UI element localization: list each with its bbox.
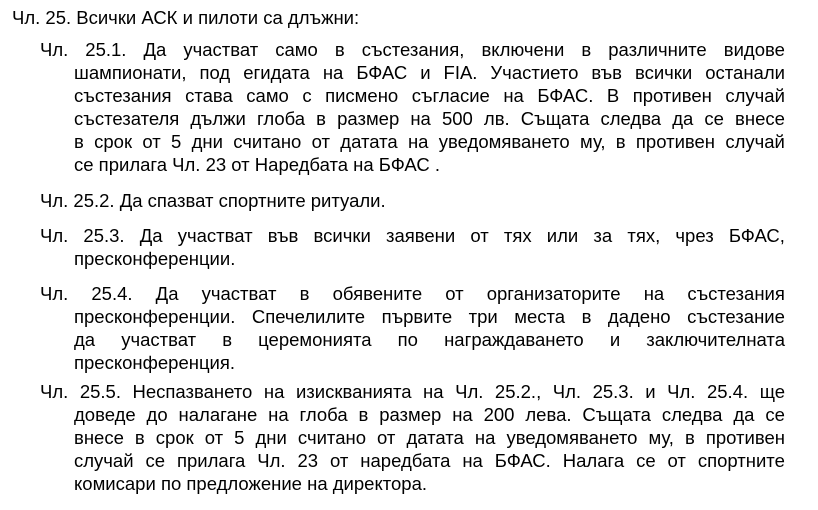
word: всички bbox=[313, 225, 371, 246]
word: да bbox=[733, 404, 755, 425]
word: за bbox=[593, 225, 613, 246]
word: участват bbox=[201, 283, 277, 304]
word: се bbox=[636, 450, 656, 471]
word: дадено bbox=[607, 306, 671, 327]
word: на bbox=[452, 404, 473, 425]
word: в bbox=[74, 131, 84, 152]
word: от bbox=[330, 450, 349, 471]
word: му, bbox=[580, 131, 606, 152]
word: се bbox=[145, 450, 166, 471]
word: случай bbox=[725, 131, 785, 152]
word: наредбата bbox=[360, 450, 451, 471]
word: в bbox=[684, 427, 695, 448]
word: тях, bbox=[627, 225, 661, 246]
article-line: пресконференция. bbox=[74, 352, 236, 373]
word: Участието bbox=[490, 62, 579, 83]
article-25-4 bbox=[40, 282, 785, 374]
word: 500 bbox=[441, 108, 473, 129]
word: се bbox=[704, 108, 724, 129]
word: става bbox=[185, 85, 233, 106]
word: състезания, bbox=[361, 39, 465, 60]
word: доведе bbox=[74, 404, 136, 425]
word: противен bbox=[632, 85, 712, 106]
word: в bbox=[316, 108, 326, 129]
word: до bbox=[146, 404, 168, 425]
word: в bbox=[334, 39, 345, 60]
word: Чл. bbox=[552, 381, 582, 402]
word: само bbox=[246, 85, 289, 106]
word: размер bbox=[379, 404, 442, 425]
word: уведомяването bbox=[438, 131, 570, 152]
word: налагане bbox=[178, 404, 258, 425]
word: Същата bbox=[520, 108, 590, 129]
word: от bbox=[667, 450, 686, 471]
word: видове bbox=[723, 39, 785, 60]
word: на bbox=[322, 62, 344, 83]
word: Спечелилите bbox=[251, 306, 366, 327]
word: FIA. bbox=[443, 62, 478, 83]
word: във bbox=[591, 62, 622, 83]
word: случай bbox=[74, 450, 134, 471]
word: 25.4. bbox=[91, 283, 133, 304]
article-line bbox=[40, 38, 785, 61]
word: на bbox=[263, 381, 285, 402]
word: от bbox=[311, 131, 330, 152]
article-line bbox=[40, 449, 785, 472]
word: места bbox=[514, 306, 566, 327]
word: в bbox=[299, 283, 310, 304]
word: участват bbox=[177, 225, 253, 246]
word: и bbox=[420, 62, 431, 83]
word: Налага bbox=[562, 450, 625, 471]
word: уведомяването bbox=[506, 427, 638, 448]
word: се bbox=[765, 404, 785, 425]
word: ще bbox=[759, 381, 785, 402]
word: датата bbox=[406, 427, 464, 448]
article-line bbox=[40, 61, 785, 84]
word: от bbox=[142, 131, 161, 152]
word: Неспазването bbox=[132, 381, 253, 402]
word: внесе bbox=[74, 427, 124, 448]
word: състезание bbox=[687, 306, 785, 327]
word: обявените bbox=[332, 283, 423, 304]
word: Чл. bbox=[40, 225, 69, 246]
word: в bbox=[615, 131, 626, 152]
word: следва bbox=[600, 108, 662, 129]
word: спортните bbox=[697, 450, 785, 471]
article-25-3 bbox=[40, 224, 785, 270]
word: срок bbox=[94, 131, 133, 152]
article-line bbox=[40, 403, 785, 426]
article-25-5 bbox=[40, 380, 785, 495]
word: БФАС bbox=[356, 62, 408, 83]
article-25-2 bbox=[40, 189, 785, 212]
word: организаторите bbox=[486, 283, 621, 304]
word: на bbox=[407, 131, 429, 152]
word: по bbox=[397, 329, 418, 350]
word: Същата bbox=[582, 404, 651, 425]
word: от bbox=[445, 283, 464, 304]
word: тях bbox=[503, 225, 532, 246]
word: му, bbox=[648, 427, 674, 448]
word: или bbox=[546, 225, 579, 246]
word: 25.5. bbox=[79, 381, 121, 402]
word: дни bbox=[255, 427, 287, 448]
word: всички bbox=[634, 62, 693, 83]
word: заключителната bbox=[646, 329, 785, 350]
word: първите bbox=[381, 306, 453, 327]
word: внесе bbox=[735, 108, 785, 129]
word: на bbox=[268, 404, 289, 425]
article-line bbox=[40, 107, 785, 130]
word: състезания bbox=[74, 85, 172, 106]
word: БФАС. bbox=[537, 85, 594, 106]
word: глоба bbox=[256, 108, 306, 129]
word: награждаването bbox=[444, 329, 584, 350]
article-line: комисари по предложение на директора. bbox=[74, 473, 428, 494]
article-25-heading: Чл. 25. Всички АСК и пилоти са длъжни: bbox=[12, 7, 360, 28]
article-line: се прилага Чл. 23 от Наредбата на БФАС . bbox=[74, 154, 440, 175]
word: шампионати, bbox=[74, 62, 187, 83]
word: от bbox=[204, 427, 224, 448]
word: противен bbox=[635, 131, 716, 152]
word: само bbox=[275, 39, 318, 60]
word: участват bbox=[121, 329, 197, 350]
word: съгласие bbox=[411, 85, 490, 106]
word: на bbox=[462, 450, 483, 471]
article-line bbox=[40, 84, 785, 107]
word: да bbox=[74, 329, 96, 350]
word: останали bbox=[705, 62, 785, 83]
word: 25.3. bbox=[592, 381, 634, 402]
article-line bbox=[40, 130, 785, 153]
word: от bbox=[470, 225, 489, 246]
word: Чл. bbox=[667, 381, 696, 402]
article-line bbox=[40, 328, 785, 351]
word: В bbox=[606, 85, 620, 106]
word: 25.2., bbox=[494, 381, 542, 402]
word: дължи bbox=[190, 108, 246, 129]
word: участват bbox=[183, 39, 259, 60]
word: пресконференции. bbox=[74, 306, 236, 327]
word: 5 bbox=[171, 131, 182, 152]
word: дни bbox=[191, 131, 223, 152]
word: на bbox=[423, 381, 444, 402]
word: случай bbox=[725, 85, 785, 106]
word: и bbox=[609, 329, 621, 350]
word: на bbox=[643, 283, 665, 304]
word: 25.1. bbox=[85, 39, 127, 60]
word: Да bbox=[155, 283, 179, 304]
word: състезателя bbox=[74, 108, 180, 129]
word: считано bbox=[233, 131, 302, 152]
word: писмено bbox=[325, 85, 399, 106]
word: на bbox=[503, 85, 524, 106]
word: и bbox=[645, 381, 656, 402]
article-line bbox=[40, 305, 785, 328]
article-25-1 bbox=[40, 38, 785, 176]
article-line: Чл. 25.2. Да спазват спортните ритуали. bbox=[40, 190, 386, 211]
article-line: пресконференции. bbox=[74, 248, 236, 269]
word: чрез bbox=[675, 225, 714, 246]
word: в bbox=[581, 306, 592, 327]
word: включени bbox=[481, 39, 565, 60]
word: Чл. bbox=[40, 381, 69, 402]
word: в bbox=[581, 39, 592, 60]
word: във bbox=[267, 225, 299, 246]
word: следва bbox=[661, 404, 723, 425]
word: Чл. bbox=[40, 283, 69, 304]
word: в bbox=[134, 427, 145, 448]
word: три bbox=[468, 306, 498, 327]
word: 5 bbox=[234, 427, 245, 448]
word: Чл. bbox=[257, 450, 286, 471]
word: Чл. bbox=[455, 381, 484, 402]
word: Чл. bbox=[40, 39, 69, 60]
word: да bbox=[672, 108, 694, 129]
word: глоба bbox=[299, 404, 348, 425]
word: под bbox=[199, 62, 231, 83]
word: прилага bbox=[176, 450, 246, 471]
article-line bbox=[40, 380, 785, 403]
word: 25.3. bbox=[83, 225, 125, 246]
word: с bbox=[302, 85, 312, 106]
word: 25.4. bbox=[706, 381, 749, 402]
word: датата bbox=[340, 131, 398, 152]
word: лева. bbox=[525, 404, 572, 425]
word: на bbox=[410, 108, 431, 129]
word: различните bbox=[608, 39, 707, 60]
word: Да bbox=[139, 225, 163, 246]
word: БФАС. bbox=[494, 450, 551, 471]
word: 200 bbox=[483, 404, 515, 425]
word: на bbox=[474, 427, 496, 448]
word: БФАС, bbox=[728, 225, 785, 246]
word: заявени bbox=[385, 225, 456, 246]
word: егидата bbox=[243, 62, 310, 83]
word: в bbox=[222, 329, 233, 350]
article-line bbox=[40, 282, 785, 305]
word: в bbox=[358, 404, 369, 425]
word: състезания bbox=[687, 283, 785, 304]
word: Да bbox=[143, 39, 167, 60]
word: лв. bbox=[483, 108, 510, 129]
word: противен bbox=[705, 427, 785, 448]
word: 23 bbox=[297, 450, 319, 471]
word: от bbox=[377, 427, 396, 448]
word: размер bbox=[337, 108, 400, 129]
word: считано bbox=[297, 427, 366, 448]
article-line bbox=[40, 426, 785, 449]
article-line bbox=[40, 224, 785, 247]
word: изискванията bbox=[295, 381, 412, 402]
word: срок bbox=[155, 427, 194, 448]
word: церемонията bbox=[258, 329, 372, 350]
